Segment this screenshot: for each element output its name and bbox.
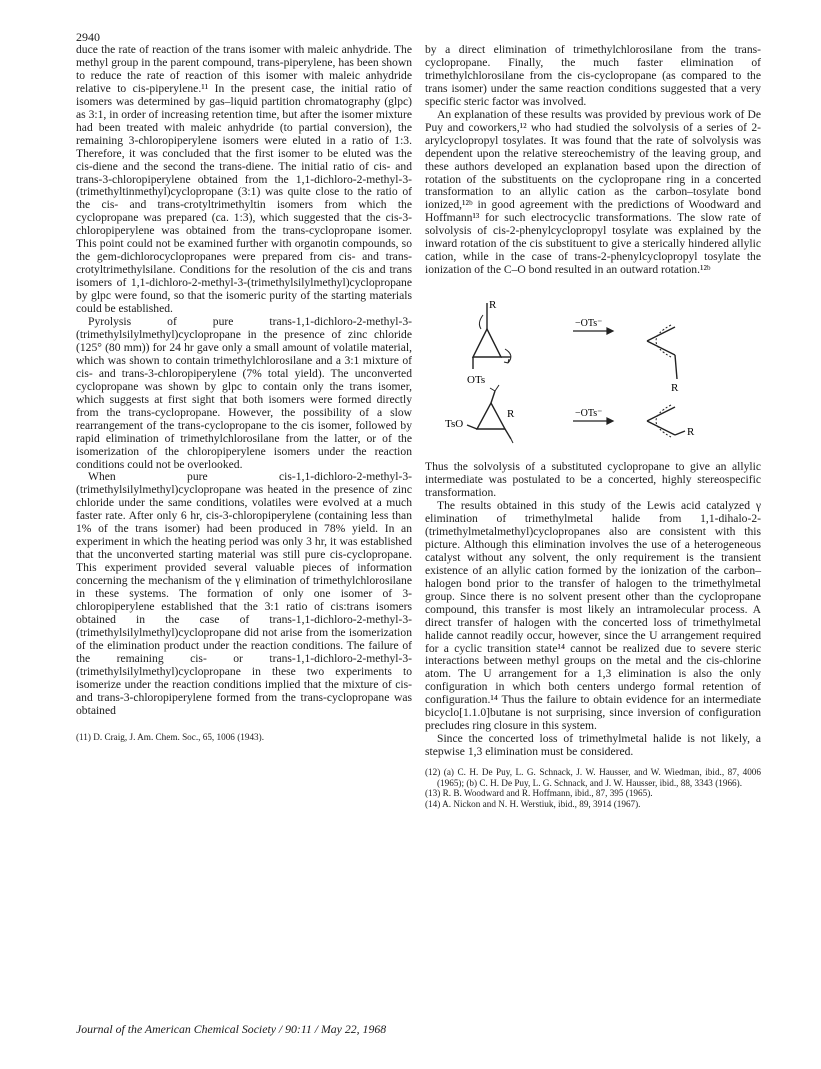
paragraph: An explanation of these results was provided by previous work of De Puy and coworkers,¹² who had studied the solvolysis of a series of 2-arylcyclopropyl tosylates. It was found that the rate of solvolysis was dependent upon the relative stereochemistry of the leaving group, and these authors developed an explanation based upon the direction of rotation of the substituents on the cyclopropane ring in a concerted transformation to an allylic cation as the carbon–tosylate bond ionized,¹²ᵇ in good agreement with the predictions of Woodward and Hoffmann¹³ for such electrocyclic transformations. The slow rate of solvolysis of cis-2-phenylcyclopropyl tosylate was explained by the inward rotation of the cis substituent to give a sterically hindered allylic cation, while in the case of trans-2-phenylcyclopropyl tosylate the ionization of the C–O bond resulted in an outward rotation.¹²ᵇ xyxy=(425,107,761,277)
paragraph: The results obtained in this study of the Lewis acid catalyzed γ elimination of trimethylmetal halide from 1,1-dihalo-2-(trimethylmetalmethyl)cyclopropanes also are consistent with this picture. Although this elimination involves the use of a heterogeneous catalyst without any solvent, the only requirement is the transient existence of an allylic cation formed by the ionization of the carbon–halogen bond prior to the transfer of halogen to the trimethylmetal group. Since there is no solvent present other than the cyclopropane compound, this transfer is most likely an intramolecular process. A direct transfer of halogen with the concerted loss of trimethylmetal halide cannot readily occur, however, since the U arrangement required for a cyclic transition state¹⁴ cannot be realized due to severe steric interactions between methyl groups on the metal and the cis-chlorine atom. The U arrangement for a 1,3 elimination is also the only configuration in which both centers undergo formal retention of configuration.¹⁴ Thus the failure to obtain evidence for an intermediate bicyclo[1.1.0]butane is not surprising, since inversion of configuration precludes ring closure in this system. xyxy=(425,499,761,733)
top-r-label: R xyxy=(489,299,497,312)
footnotes xyxy=(425,767,761,809)
page-number: 2940 xyxy=(76,30,100,44)
bottom-arrow-label: −OTs⁻ xyxy=(575,408,603,420)
bottom-r-label: R xyxy=(507,408,515,421)
solvolysis-scheme xyxy=(425,279,761,457)
paragraph: Pyrolysis of pure trans-1,1-dichloro-2-methyl-3-(trimethylsilylmethyl)cyclopropane in the presence of zinc chloride (125° (80 mm)) for 24 hr gave only a small amount of volatile material, which was shown to contain trimethylchlorosilane and a 3:1 mixture of cis- and trans-3-chloropiperylene (7% total yield). The unconverted cyclopropane was shown by glpc to contain only the trans isomer, which suggests at first sight that both isomers were formed directly from the trans-cyclopropane. However, the possibility of a slow rearrangement of the trans-cyclopropane to the cis isomer, followed by rapid elimination of trimethylchlorosilane from the latter, or of the isomerization of the chloropiperylene isomers under the reaction conditions could not be overlooked. xyxy=(76,315,412,471)
paragraph: by a direct elimination of trimethylchlorosilane from the trans-cyclopropane. Finally, the much faster elimination of trimethylchlorosilane from the cis-cyclopropane (as compared to the trans isomer) under the same reaction conditions suggested that a very specific steric factor was involved. xyxy=(425,43,761,108)
top-allyl-cation xyxy=(647,325,677,379)
scheme-drawing xyxy=(425,279,761,457)
paragraph: Since the concerted loss of trimethylmetal halide is not likely, a stepwise 1,3 elimination must be considered. xyxy=(425,732,761,759)
right-column xyxy=(425,44,761,809)
top-cyclopropane xyxy=(473,303,511,369)
footnotes xyxy=(76,732,412,743)
top-arrow-label: −OTs⁻ xyxy=(575,318,603,330)
bottom-tso-label: TsO xyxy=(445,418,464,431)
footnote: (13) R. B. Woodward and R. Hoffmann, ibid., 87, 395 (1965). xyxy=(425,788,653,799)
bottom-product-r-label: R xyxy=(687,426,695,439)
footnote: (14) A. Nickon and N. H. Werstiuk, ibid., 89, 3914 (1967). xyxy=(425,798,641,809)
top-product-r-label: R xyxy=(671,382,679,395)
bottom-allyl-cation xyxy=(647,405,685,437)
paragraph: duce the rate of reaction of the trans isomer with maleic anhydride. The methyl group in the parent compound, trans-piperylene, has been shown to reduce the rate of reaction of this isomer with maleic anhydride relative to cis-piperylene.¹¹ In the present case, the initial ratio of isomers was determined by gas–liquid partition chromatography (glpc) as 3:1, in order of increasing retention time, but after the isomer mixture had been treated with maleic anhydride (to partial conversion), the remaining 3-chloropiperylene isomers were eluted in a ratio of 1:3. Therefore, it was concluded that the first isomer to be eluted was the cis-diene and the second the trans-diene. The initial ratio of cis- and trans-3-chloropiperylene obtained from the 1,1-dichloro-2-methyl-3-(trimethyltinmethyl)cyclopropane (3:1) was quite close to the ratio of the cis- and trans-crotyltrimethyltin isomers from which the cyclopropane was prepared (ca. 1:3), which suggested that the cis-3-chloropiperylene was obtained from the trans-cyclopropane isomer. This point could not be examined further with organotin compounds, so the gem-dichlorocyclopropanes were prepared from cis- and trans-crotyltrimethylsilane. Conditions for the resolution of the cis and trans isomers of 1,1-dichloro-2-methyl-3-(trimethylsilylmethyl)cyclopropane by glpc were found, so that the isomeric purity of the starting materials could be established. xyxy=(76,43,412,316)
left-column xyxy=(76,44,412,742)
paragraph: When pure cis-1,1-dichloro-2-methyl-3-(trimethylsilylmethyl)cyclopropane was heated in the presence of zinc chloride under the same conditions, volatiles were evolved at a much faster rate. After only 6 hr, cis-3-chloropiperylene (containing less than 1% of the trans isomer) had been produced in 78% yield. In an experiment in which the heating period was only 3 hr, it was established that the unconverted starting material was still pure cis-cyclopropane. This experiment provided several valuable pieces of information concerning the mechanism of the γ elimination of trimethylchlorosilane in these systems. The formation of only one isomer of 3-chloropiperylene established that the 3:1 ratio of cis:trans isomers obtained in the case of trans-1,1-dichloro-2-methyl-3-(trimethylsilylmethyl)cyclopropane did not arise from the isomerization of the elimination product under the reaction conditions. The failure of the remaining cis- or trans-1,1-dichloro-2-methyl-3-(trimethylsilylmethyl)cyclopropane in these two experiments to isomerize under the reaction conditions implied that the mixture of cis- and trans-3-chloropiperylene formed from the trans-cyclopropane was obtained xyxy=(76,470,412,717)
footnote: (12) (a) C. H. De Puy, L. G. Schnack, J. W. Hausser, and W. Wiedman, ibid., 87, 4006 (1965); (b) C. H. De Puy, L. G. Schnack, and J. W. Hausser, ibid., 88, 3343 (1966). xyxy=(425,767,761,788)
journal-footer: Journal of the American Chemical Society / 90:11 / May 22, 1968 xyxy=(76,1022,387,1036)
top-ots-label: OTs xyxy=(467,374,486,387)
paragraph: Thus the solvolysis of a substituted cyclopropane to give an allylic intermediate was postulated to be a concerted, highly stereospecific transformation. xyxy=(425,460,761,500)
footnote: (11) D. Craig, J. Am. Chem. Soc., 65, 1006 (1943). xyxy=(76,731,264,742)
